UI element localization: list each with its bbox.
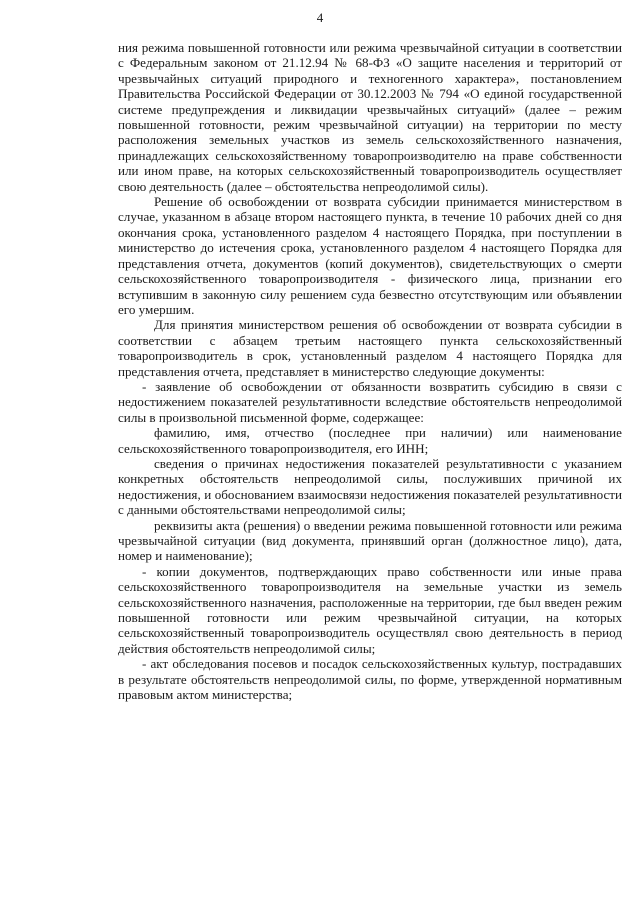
list-item-property-copies: - копии документов, подтверждающих право собственности или иные права сельскохозяйственного товаропроизводителя на земельные участки из земель сельскохозяйственного назначения, расположенные на территории, где был введен режим повышенной готовности или режим чрезвычайной ситуации, на которых сельскохозяйственный товаропроизводитель осуществлял свою деятельность в период действия обстоятельств непреодолимой силы; (118, 563, 622, 656)
list-subitem-act-details: реквизиты акта (решения) о введении режима повышенной готовности или режима чрезвычайной ситуации (вид документа, принявший орган (должностное лицо), дата, номер и наименование); (118, 517, 622, 564)
list-subitem-reasons: сведения о причинах недостижения показателей результативности с указанием конкретных обстоятельств непреодолимой силы, послуживших причиной их недостижения, и обоснованием взаимосвязи недостижения показателей результативности с данными обстоятельствами непреодолимой силы; (118, 455, 622, 518)
list-item-application: - заявление об освобождении от обязанности возвратить субсидию в связи с недостижением показателей результативности вследствие обстоятельств непреодолимой силы в произвольной письменной форме, содержащее: (118, 378, 622, 425)
page-number: 4 (316, 10, 324, 25)
list-item-inspection-act: - акт обследования посевов и посадок сельскохозяйственных культур, пострадавших в результате обстоятельств непреодолимой силы, по форме, утвержденной нормативным правовым актом министерства; (118, 656, 622, 703)
list-subitem-name: фамилию, имя, отчество (последнее при наличии) или наименование сельскохозяйственного товаропроизводителя, его ИНН; (118, 425, 622, 456)
body-text (118, 40, 622, 702)
paragraph-continuation: ния режима повышенной готовности или режима чрезвычайной ситуации в соответствии с Федеральным законом от 21.12.94 № 68-ФЗ «О защите населения и территорий от чрезвычайных ситуаций природного и техногенного характера», постановлением Правительства Российской Федерации от 30.12.2003 № 794 «О единой государственной системе предупреждения и ликвидации чрезвычайных ситуаций» (далее – режим повышенной готовности, режим чрезвычайной ситуации) на территории по месту расположения земельных участков из земель сельскохозяйственного назначения, принадлежащих сельскохозяйственному товаропроизводителю на праве собственности или ином праве, на которых сельскохозяйственный товаропроизводитель осуществляет свою деятельность (далее – обстоятельства непреодолимой силы). (118, 40, 622, 194)
paragraph-decision: Решение об освобождении от возврата субсидии принимается министерством в случае, указанном в абзаце втором настоящего пункта, в течение 10 рабочих дней со дня окончания срока, установленного разделом 4 настоящего Порядка, при поступлении в министерство до истечения срока, установленного разделом 4 настоящего Порядка для представления отчета, документов (копий документов), свидетельствующих о смерти сельскохозяйственного товаропроизводителя - физического лица, признании его вступившим в законную силу решением суда безвестно отсутствующим или объявлении его умершим. (118, 194, 622, 317)
paragraph-documents-intro: Для принятия министерством решения об освобождении от возврата субсидии в соответствии с абзацем третьим настоящего пункта сельскохозяйственный товаропроизводитель в срок, установленный разделом 4 настоящего Порядка для представления отчета, представляет в министерство следующие документы: (118, 317, 622, 379)
